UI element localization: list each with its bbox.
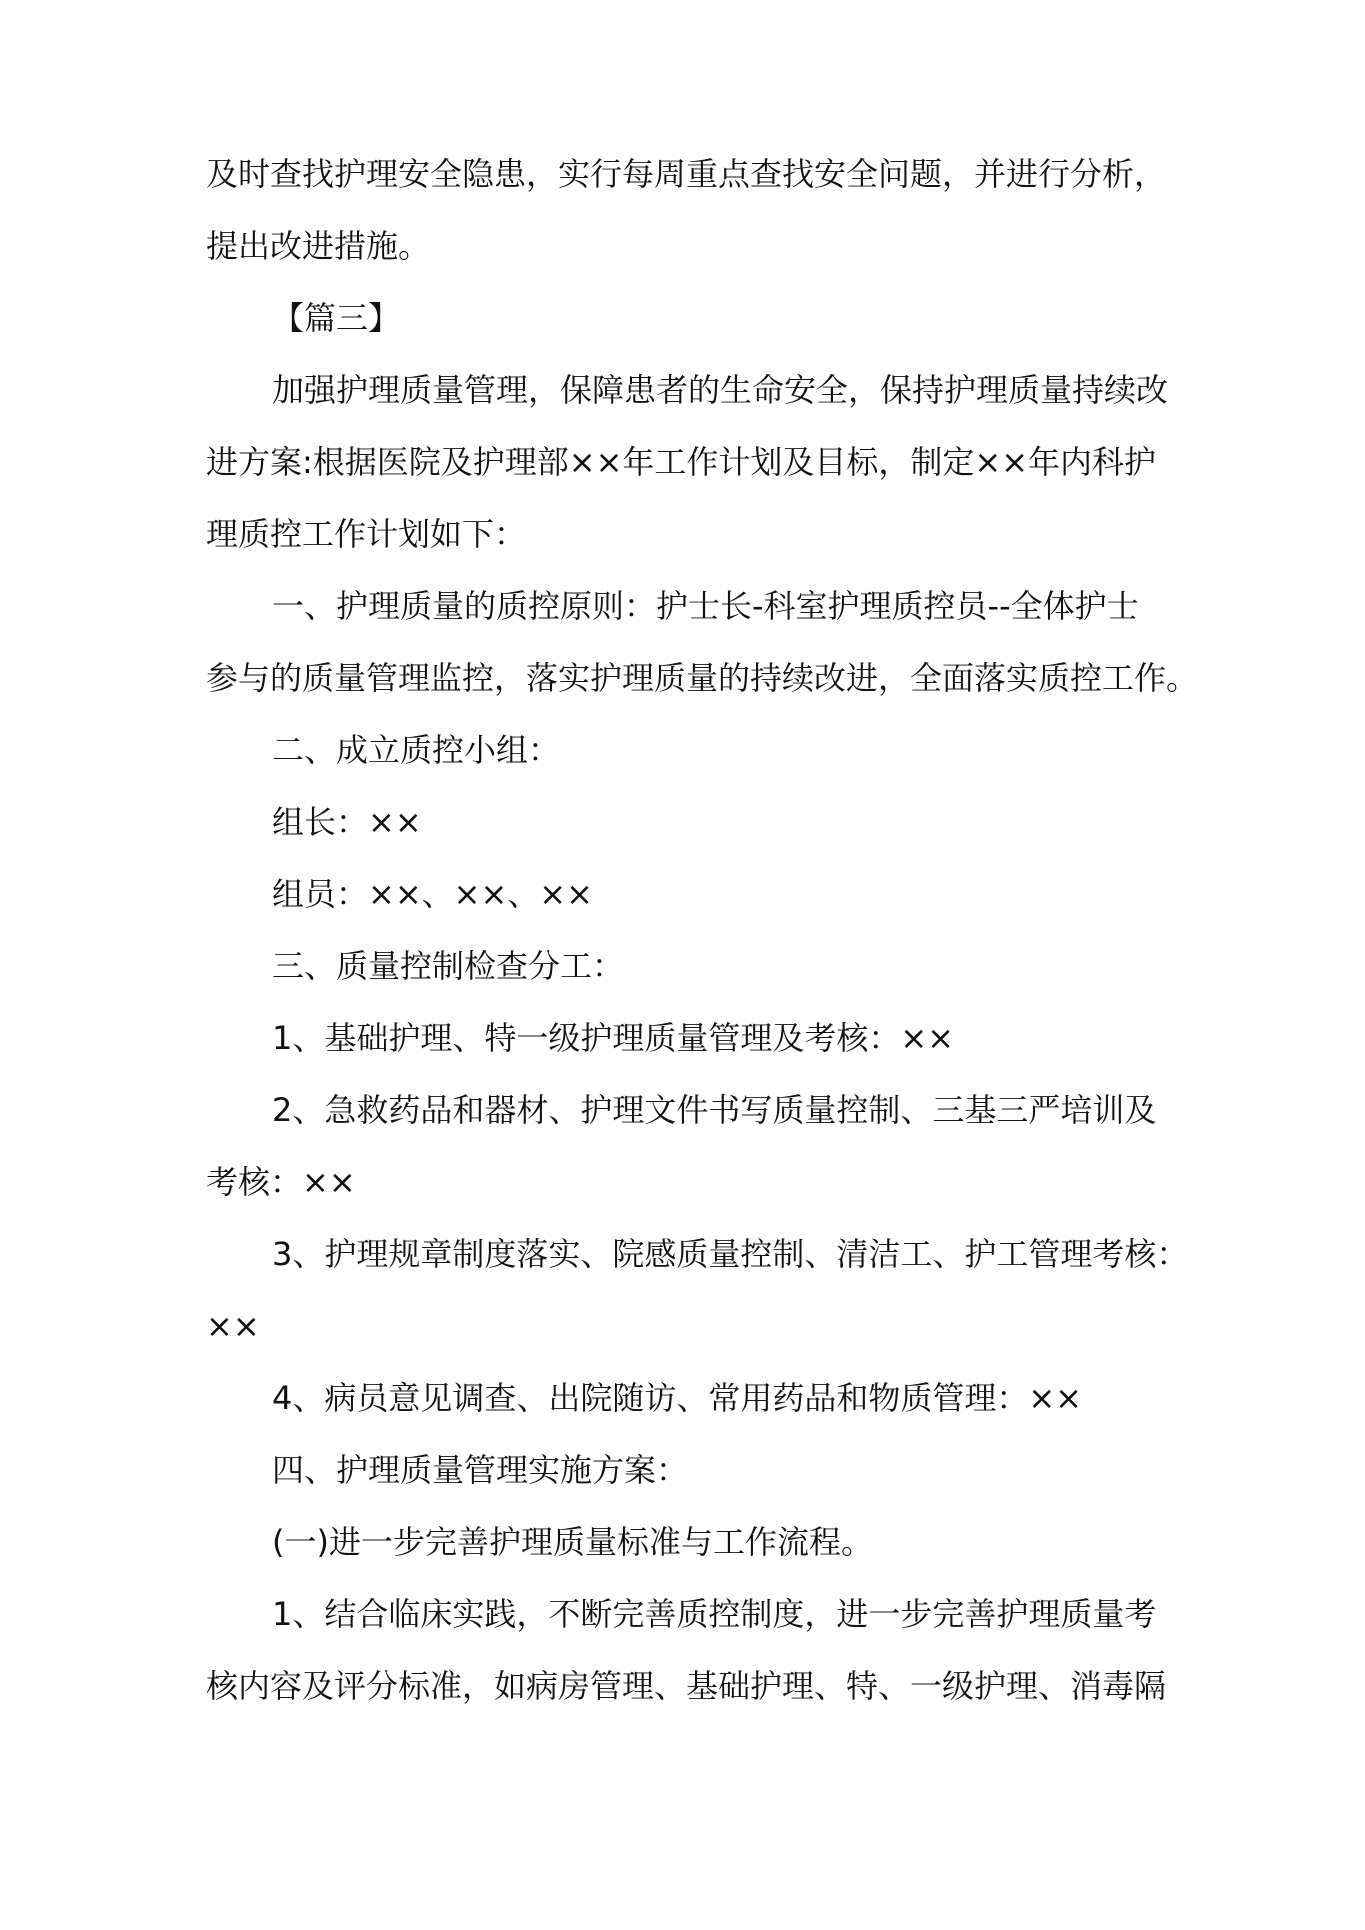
section-heading: 【篇三】 (272, 299, 401, 337)
document-body (206, 138, 1199, 1722)
text-line: 理质控工作计划如下： (206, 515, 527, 553)
text-line: 参与的质量管理监控，落实护理质量的持续改进，全面落实质控工作。 (206, 659, 1199, 697)
list-item: 1、结合临床实践，不断完善质控制度，进一步完善护理质量考 (272, 1595, 1157, 1633)
subheading: 四、护理质量管理实施方案： (272, 1451, 689, 1489)
list-item: 4、病员意见调查、出院随访、常用药品和物质管理：×× (272, 1379, 1082, 1417)
list-item-continuation: ×× (206, 1307, 260, 1345)
list-item: 1、基础护理、特一级护理质量管理及考核：×× (272, 1019, 954, 1057)
subheading: 二、成立质控小组： (272, 731, 561, 769)
text-line: 进方案:根据医院及护理部××年工作计划及目标，制定××年内科护 (206, 443, 1157, 481)
list-item-continuation: 考核：×× (206, 1163, 356, 1201)
list-item: 3、护理规章制度落实、院感质量控制、清洁工、护工管理考核： (272, 1235, 1189, 1273)
text-line: 加强护理质量管理，保障患者的生命安全，保持护理质量持续改 (272, 371, 1169, 409)
text-line: 组员：××、××、×× (272, 875, 593, 913)
text-line: 组长：×× (272, 803, 422, 841)
text-line: 及时查找护理安全隐患，实行每周重点查找安全问题，并进行分析， (206, 155, 1167, 193)
list-item-continuation: 核内容及评分标准，如病房管理、基础护理、特、一级护理、消毒隔 (206, 1667, 1167, 1705)
text-line: 一、护理质量的质控原则：护士长-科室护理质控员--全体护士 (272, 587, 1139, 625)
list-item: 2、急救药品和器材、护理文件书写质量控制、三基三严培训及 (272, 1091, 1157, 1129)
text-line: 提出改进措施。 (206, 227, 431, 265)
subheading: (一)进一步完善护理质量标准与工作流程。 (272, 1523, 873, 1561)
subheading: 三、质量控制检查分工： (272, 947, 625, 985)
